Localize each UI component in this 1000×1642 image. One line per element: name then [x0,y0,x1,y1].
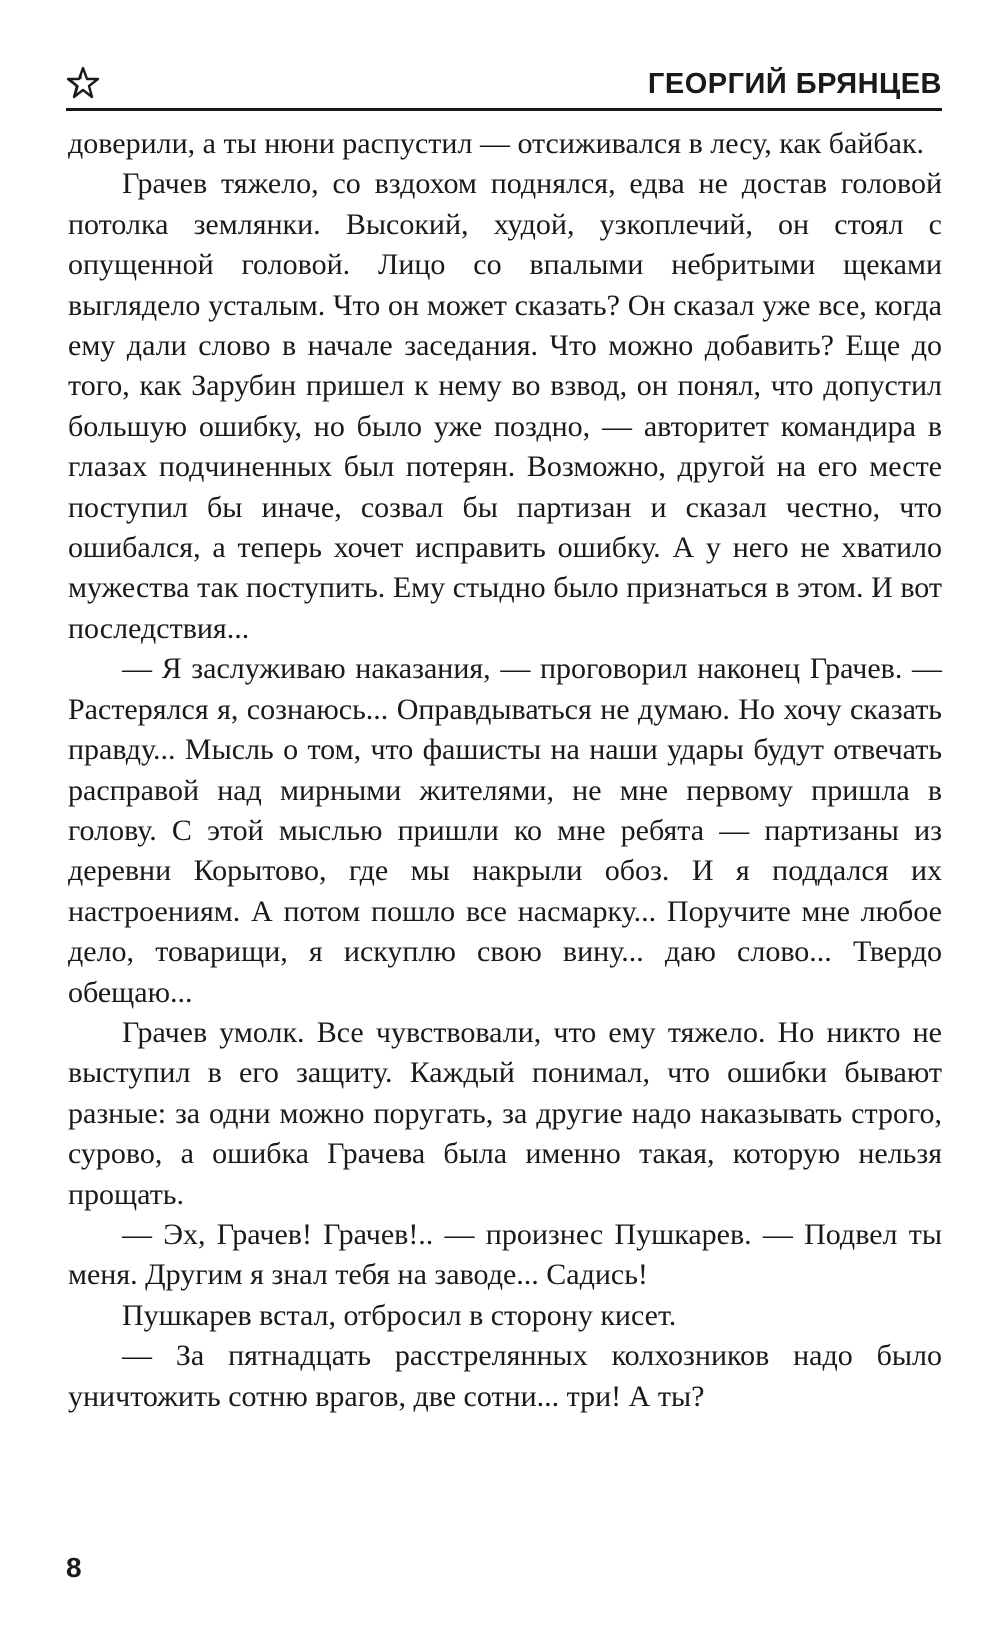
page-number: 8 [66,1552,82,1583]
page-header [66,62,942,111]
running-head-author: ГЕОРГИЙ БРЯНЦЕВ [647,68,942,100]
body-text [68,124,942,1417]
paragraph: Пушкарев встал, отбросил в сторону кисет. [122,1298,677,1332]
paragraph: Грачев умолк. Все чувствовали, что ему тяжело. Но никто не выступил в его защиту. Каждый понимал, что ошибки бывают разные: за одни можно поругать, за другие надо наказывать строго, сурово, а ошибка Грачева была именно такая, которую нельзя прощать. [68,1015,942,1211]
paragraph-dialogue: — Эх, Грачев! Грачев!.. — произнес Пушкарев. — Подвел ты меня. Другим я знал тебя на заводе... Садись! [68,1217,942,1292]
paragraph-dialogue: — За пятнадцать расстрелянных колхозников надо было уничтожить сотню врагов, две сотни... три! А ты? [68,1339,942,1413]
star-outline-icon [66,66,100,100]
paragraph-dialogue: — Я заслуживаю наказания, — проговорил наконец Грачев. — Растерялся я, сознаюсь... Оправдываться не думаю. Но хочу сказать правду... Мысль о том, что фашисты на наши удары будут отвечать расправой над мирными жителями, не мне первому пришла в голову. С этой мыслью пришли ко мне ребята — партизаны из деревни Корытово, где мы накрыли обоз. И я поддался их настроениям. А потом пошло все насмарку... Поручите мне любое дело, товарищи, я искуплю свою вину... даю слово... Твердо обещаю... [68,652,942,1009]
paragraph: Грачев тяжело, со вздохом поднялся, едва не достав головой потолка землянки. Высокий, худой, узкоплечий, он стоял с опущенной головой. Лицо со впалыми небритыми щеками выглядело усталым. Что он может сказать? Он сказал уже все, когда ему дали слово в начале заседания. Что можно добавить? Еще до того, как Зарубин пришел к нему во взвод, он понял, что допустил большую ошибку, но было уже поздно, — авторитет командира в глазах подчиненных был потерян. Возможно, другой на его месте поступил бы иначе, созвал бы партизан и сказал честно, что ошибался, а теперь хочет исправить ошибку. А у него не хватило мужества так поступить. Ему стыдно было признаться в этом. И вот последствия... [68,167,942,645]
paragraph-continuation: доверили, а ты нюни распустил — отсиживался в лесу, как байбак. [68,127,925,160]
